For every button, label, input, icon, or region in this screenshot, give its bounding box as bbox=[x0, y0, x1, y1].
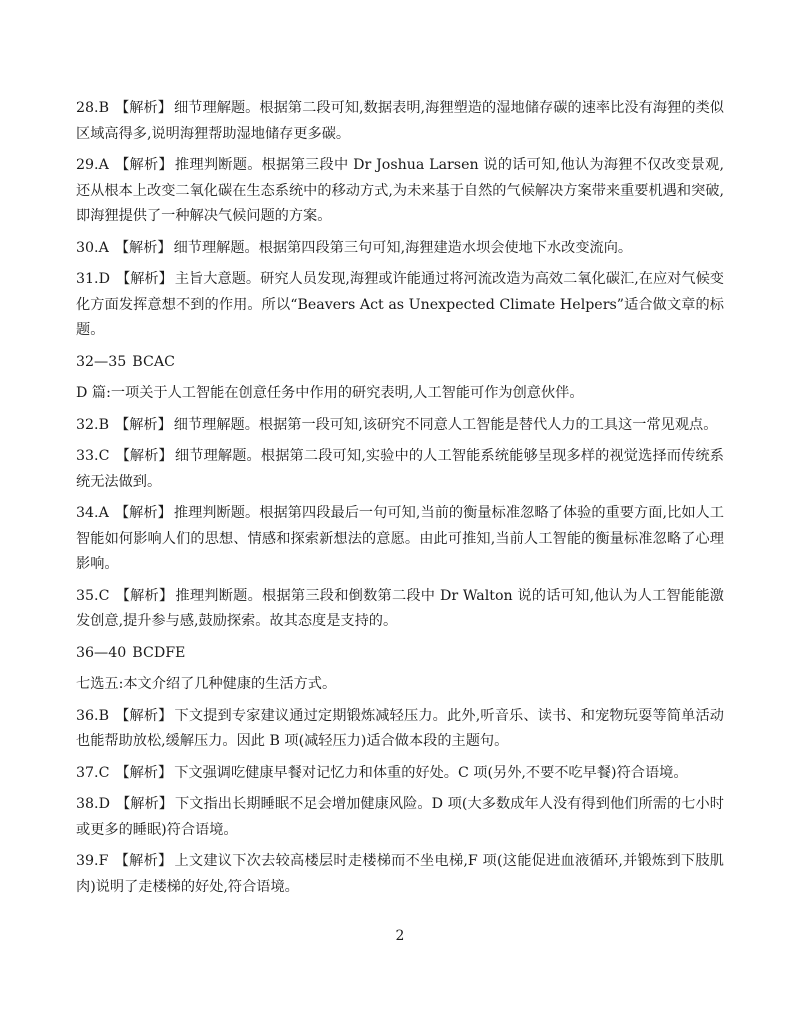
paragraph-29: 29.A 【解析】 推理判断题。根据第三段中 Dr Joshua Larsen 说的话可知,他认为海狸不仅改变景观,还从根本上改变二氧化碳在生态系统中的移动方式,为未来基于自然的气候解决方案带来重要机遇和突破,即海狸提供了一种解决气候问题的方案。 bbox=[76, 157, 724, 224]
paragraph-36: 36.B 【解析】 下文提到专家建议通过定期锻炼减轻压力。此外,听音乐、读书、和宠物玩耍等简单活动也能帮助放松,缓解压力。因此 B 项(减轻压力)适合做本段的主题句。 bbox=[76, 707, 724, 749]
paragraph-34: 34.A 【解析】 推理判断题。根据第四段最后一句可知,当前的衡量标准忽略了体验的重要方面,比如人工智能如何影响人们的思想、情感和探索新想法的意愿。由此可推知,当前人工智能的衡量标准忽略了心理影响。 bbox=[76, 505, 724, 572]
paragraph-28: 28.B 【解析】 细节理解题。根据第二段可知,数据表明,海狸塑造的湿地储存碳的速率比没有海狸的类似区域高得多,说明海狸帮助湿地储存更多碳。 bbox=[76, 100, 724, 142]
paragraph-33: 33.C 【解析】 细节理解题。根据第二段可知,实验中的人工智能系统能够呈现多样的视觉选择而传统系统无法做到。 bbox=[76, 448, 724, 490]
answers-32-35: 32—35 BCAC bbox=[76, 353, 175, 370]
paragraph-31: 31.D 【解析】 主旨大意题。研究人员发现,海狸或许能通过将河流改造为高效二氧化碳汇,在应对气候变化方面发挥意想不到的作用。所以“Beavers Act as Unexpected Climate Helpers”适合做文章的标题。 bbox=[76, 271, 724, 338]
paragraph-39: 39.F 【解析】 上文建议下次去较高楼层时走楼梯而不坐电梯,F 项(这能促进血液循环,并锻炼到下肢肌肉)说明了走楼梯的好处,符合语境。 bbox=[76, 853, 724, 895]
paragraph-37: 37.C 【解析】 下文强调吃健康早餐对记忆力和体重的好处。C 项(另外,不要不吃早餐)符合语境。 bbox=[76, 764, 688, 781]
page-number: 2 bbox=[395, 928, 405, 944]
passage-d-summary: D 篇:一项关于人工智能在创意任务中作用的研究表明,人工智能可作为创意伙伴。 bbox=[76, 385, 584, 401]
paragraph-38: 38.D 【解析】 下文指出长期睡眠不足会增加健康风险。D 项(大多数成年人没有得到他们所需的七小时或更多的睡眠)符合语境。 bbox=[76, 796, 724, 838]
seven-choose-five-summary: 七选五:本文介绍了几种健康的生活方式。 bbox=[76, 676, 337, 692]
paragraph-32: 32.B 【解析】 细节理解题。根据第一段可知,该研究不同意人工智能是替代人力的工具这一常见观点。 bbox=[76, 416, 718, 433]
answers-36-40: 36—40 BCDFE bbox=[76, 644, 186, 661]
paragraph-30: 30.A 【解析】 细节理解题。根据第四段第三句可知,海狸建造水坝会使地下水改变流向。 bbox=[76, 239, 633, 256]
paragraph-35: 35.C 【解析】 推理判断题。根据第三段和倒数第二段中 Dr Walton 说的话可知,他认为人工智能能激发创意,提升参与感,鼓励探索。故其态度是支持的。 bbox=[76, 587, 724, 629]
